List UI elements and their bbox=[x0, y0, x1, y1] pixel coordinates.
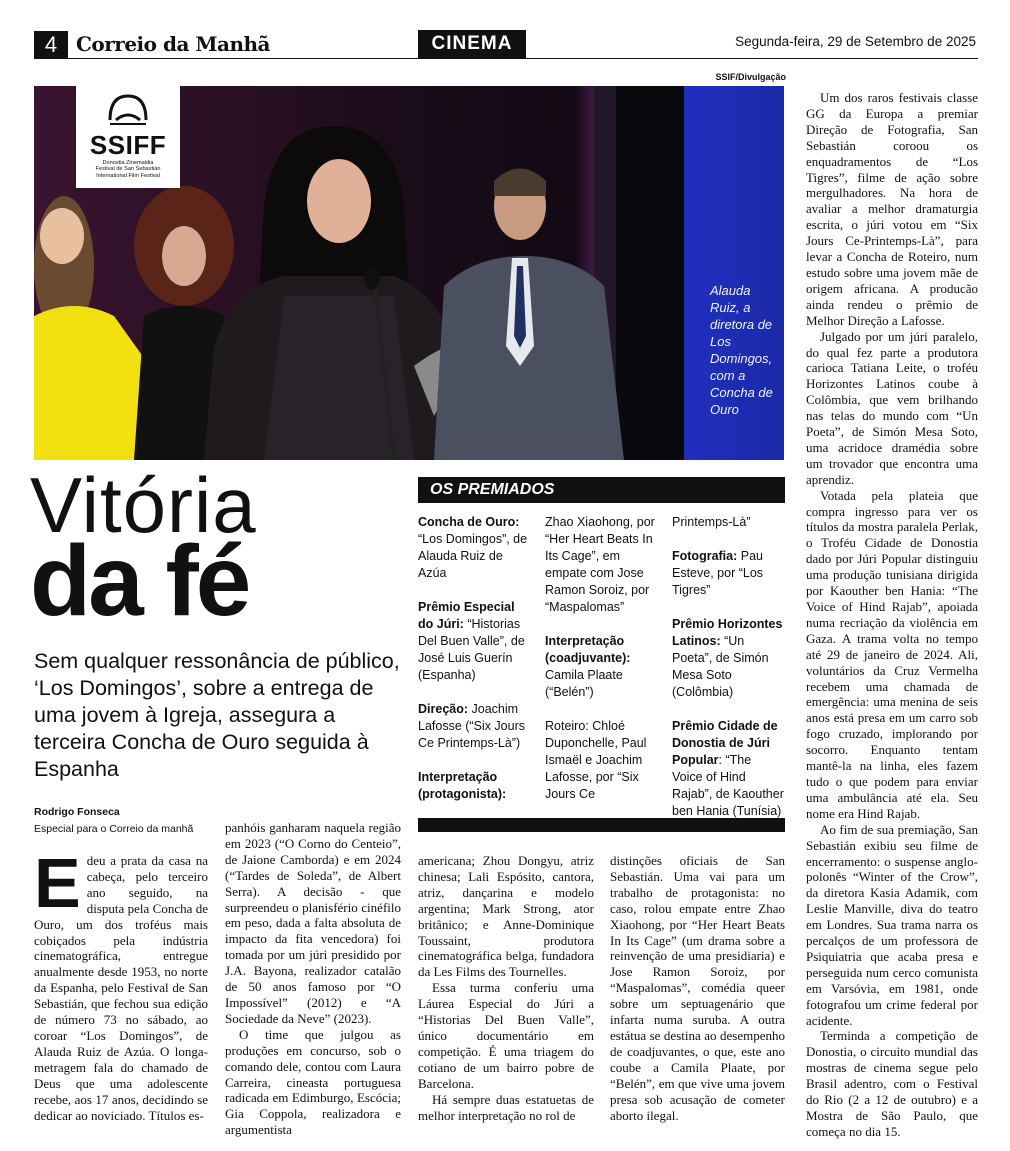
article-paragraph: Votada pela plateia que compra ingresso para ver os títulos da mostra paralela Perlak, o Troféu Cidade de Donostia dado por Júri Popular distinguiu uma produção tunisiana dirigida por Kaouther ben Hania: “The Voice of Hind Rajab”, apoiada numa recriação da violência em Gaza. A trama volta no tempo até 29 de janeiro de 2024. Ali, voluntários da Cruz Vermelha recebem uma chamada de emergência: uma menina de seis anos está presa em um carro sob fogo cruzado, implorando por socorro. Enquanto tentam mantê-la na linha, eles fazem tudo o que podem para enviar uma ambulância até ela. Seu nome era Hind Rajab. bbox=[806, 487, 978, 821]
entry-text: : “The Voice of Hind Rajab”, de Kaouther ben Hania (Tunísia) bbox=[672, 753, 784, 818]
photo-caption: Alauda Ruiz, a diretora de Los Domingos, com a Concha de Ouro bbox=[710, 283, 773, 417]
premiados-entry bbox=[672, 718, 784, 820]
entry-label: Prêmio Cidade de Donostia de Júri Popular bbox=[672, 719, 778, 767]
byline-role: Especial para o Correio da manhã bbox=[34, 823, 194, 835]
entry-text: “Historias Del Buen Valle”, de José Luis Guerín (Espanha) bbox=[418, 617, 525, 682]
entry-label: Interpretação (protagonista): bbox=[418, 770, 507, 801]
entry-text: “Los Domingos”, de Alauda Ruiz de Azúa bbox=[418, 532, 528, 580]
article-paragraph: Ao fim de sua premiação, San Sebastián exibiu seu filme de encerramento: o suspense anglo-polonês “Winter of the Crow”, da diretora Kasia Adamik, com Leslie Manville, diva do teatro em Londres. Sua trama narra os percalços de um professora de Psiquiatria que acaba presa e perseguida num cerco comunista em Varsóvia, em 1981, onde fotografou um crime federal por acidente. bbox=[806, 821, 978, 1028]
premiados-column-3 bbox=[672, 514, 784, 837]
premiados-entry bbox=[545, 633, 658, 701]
page-number: 4 bbox=[34, 31, 68, 59]
section-label: CINEMA bbox=[418, 30, 526, 58]
logo-subtitle-line: International Film Festival bbox=[96, 172, 160, 179]
entry-text: Joachim Lafosse (“Six Jours Ce Printemps-Là”) bbox=[418, 702, 525, 750]
article-column-1 bbox=[34, 844, 208, 1123]
logo-subtitle bbox=[80, 160, 176, 179]
premiados-footer-bar bbox=[418, 818, 785, 832]
premiados-entry bbox=[418, 701, 530, 752]
drop-cap: E bbox=[34, 844, 81, 922]
award-photo bbox=[34, 86, 784, 460]
premiados-entry bbox=[545, 514, 658, 616]
entry-label: Prêmio Horizontes Latinos: bbox=[672, 617, 783, 648]
premiados-entry bbox=[672, 616, 784, 701]
premiados-entry bbox=[418, 599, 530, 684]
premiados-entry bbox=[672, 514, 784, 531]
entry-text: Pau Esteve, por “Los Tigres” bbox=[672, 549, 764, 597]
shell-logo-icon bbox=[106, 92, 150, 128]
premiados-header: OS PREMIADOS bbox=[418, 477, 785, 503]
article-paragraph: O time que julgou as produções em concurso, sob o comando dele, contou com Laura Carreira, cineasta portuguesa radicada em Edimburgo, Escócia; Gia Coppola, realizadora e argumentista bbox=[225, 1026, 401, 1138]
headline-deck: Sem qualquer ressonância de público, ‘Los Domingos’, sobre a entrega de uma jovem à Igreja, assegura a terceira Concha de Ouro seguida à Espanha bbox=[34, 649, 400, 781]
headline-line1: Vitória bbox=[30, 461, 257, 549]
logo-subtitle-line: Festival de San Sebastián bbox=[95, 166, 161, 173]
entry-text: Printemps-Là” bbox=[672, 515, 751, 529]
premiados-entry bbox=[418, 514, 530, 582]
premiados-entry bbox=[418, 769, 530, 803]
newspaper-name: Correio da Manhã bbox=[76, 32, 271, 56]
logo-wordmark: SSIFF bbox=[89, 130, 167, 160]
entry-label: Direção: bbox=[418, 702, 469, 716]
premiados-entry bbox=[672, 548, 784, 599]
byline-author: Rodrigo Fonseca bbox=[34, 806, 120, 818]
article-paragraph: Um dos raros festivais classe GG da Europa a premiar Direção de Fotografia, San Sebastián coroou os enquadramentos de “Los Tigres”, filme de ação sobre mergulhadores. Na hora de avaliar a melhor dramaturgia escrita, o júri votou em “Six Jours Ce-Printemps-Là”, para levar a Concha de Roteiro, num estudo sobre uma jovem mãe de origem africana. A producão ainda rendeu o prêmio de Melhor Direção a Lafosse. bbox=[806, 90, 978, 328]
masthead-rule bbox=[34, 58, 978, 59]
article-column-4 bbox=[610, 853, 785, 1123]
entry-text: “Un Poeta”, de Simón Mesa Soto (Colômbia) bbox=[672, 634, 769, 699]
headline-line2: da fé bbox=[30, 525, 249, 637]
article-paragraph: distinções oficiais de San Sebastián. Uma vai para um trabalho de protagonista: no caso, rolou empate entre Zhao Xiaohong, por “Her Heart Beats In Its Cage” (um drama sobre a reinvenção de uma presidiaria) e Jose Ramon Soroiz, por “Maspalomas”, comédia queer sobre um septuagenário que infarta numa suruba. A outra estátua se destina ao desempenho de coadjuvantes, o que, este ano coube a Camila Plaate, por “Belén”, em que vive uma jovem presa sob acusação de cometer aborto ilegal. bbox=[610, 853, 785, 1123]
logo-subtitle-line: Donostia Zinemaldia bbox=[102, 160, 154, 166]
entry-label: Fotografia: bbox=[672, 549, 738, 563]
article-paragraph: panhóis ganharam naquela região em 2023 (“O Corno do Centeio”, de Jaione Camborda) e em 2024 (“Tardes de Soleda”, de Albert Serra). A decisão - que surpreendeu o planisfério cinéfilo em peso, dada a falta absoluta de impacto da fita vencedora) foi tomada por um júri presidido por J.A. Bayona, realizador catalão de 50 anos famoso por “O Impossível” (2012) e “A Sociedade da Neve” (2023). bbox=[225, 820, 401, 1026]
entry-label: Prêmio Especial do Júri: bbox=[418, 600, 515, 631]
photo-credit: SSIF/Divulgação bbox=[715, 72, 786, 82]
entry-text: Roteiro: Chloé Duponchelle, Paul Ismaël e Joachim Lafosse, por “Six Jours Ce bbox=[545, 719, 647, 801]
article-paragraph: deu a prata da casa na cabeça, pelo terceiro ano seguido, na disputa pela Concha de Ouro, um dos troféus mais cobiçados pela indústria cinematográfica, entregue anualmente desde 1953, no norte da Espanha, pelo Festival de San Sebastián, que fechou sua edição de número 73 no sábado, ao coroar “Los Domingos”, de Alauda Ruiz de Azúa. O longa-metragem fala do chamado de Deus que uma adolescente recebe, aos 17 anos, decidindo se dedicar ao noviciado. Títulos es- bbox=[34, 853, 208, 1123]
premiados-entry bbox=[545, 718, 658, 803]
article-column-3 bbox=[418, 853, 594, 1123]
article-paragraph: Terminda a competição de Donostia, o circuito mundial das mostras de cinema segue pelo Brasil adentro, com o Festival do Rio (2 a 12 de outubro) e a Mostra de São Paulo, que começa no dia 15. bbox=[806, 1028, 978, 1139]
ssiff-logo bbox=[76, 86, 180, 188]
article-paragraph: Há sempre duas estatuetas de melhor interpretação no rol de bbox=[418, 1091, 594, 1123]
entry-text: Camila Plaate (“Belén”) bbox=[545, 668, 623, 699]
entry-label: Interpretação (coadjuvante): bbox=[545, 634, 631, 665]
article-column-2 bbox=[225, 820, 401, 1138]
entry-text: Zhao Xiaohong, por “Her Heart Beats In Its Cage”, em empate com Jose Ramon Soroiz, por “Maspalomas” bbox=[545, 515, 655, 614]
article-column-5 bbox=[806, 90, 978, 1140]
article-paragraph: americana; Zhou Dongyu, atriz chinesa; Lali Espósito, cantora, atriz, dançarina e modelo argentina; Mark Strong, ator britânico; e Anne-Dominique Toussaint, produtora cinematográfica belga, fundadora da Les Films des Tournelles. bbox=[418, 853, 594, 980]
entry-label: Concha de Ouro: bbox=[418, 515, 520, 529]
article-paragraph: Essa turma conferiu uma Láurea Especial do Júri a “Historias Del Buen Valle”, único documentário em competição. É uma triagem do cotiano de um bairro pobre de Barcelona. bbox=[418, 980, 594, 1091]
premiados-column-1 bbox=[418, 514, 530, 820]
article-paragraph: Julgado por um júri paralelo, do qual fez parte a produtora carioca Tatiana Leite, o troféu Horizontes Latinos coube à Colômbia, que vem brilhando nas telas do mundo com “Un Poeta”, de Simón Mesa Soto, uma acridoce dramédia sobre um trovador que encontra uma aprendiz. bbox=[806, 328, 978, 487]
dateline: Segunda-feira, 29 de Setembro de 2025 bbox=[735, 34, 976, 49]
premiados-column-2 bbox=[545, 514, 658, 820]
